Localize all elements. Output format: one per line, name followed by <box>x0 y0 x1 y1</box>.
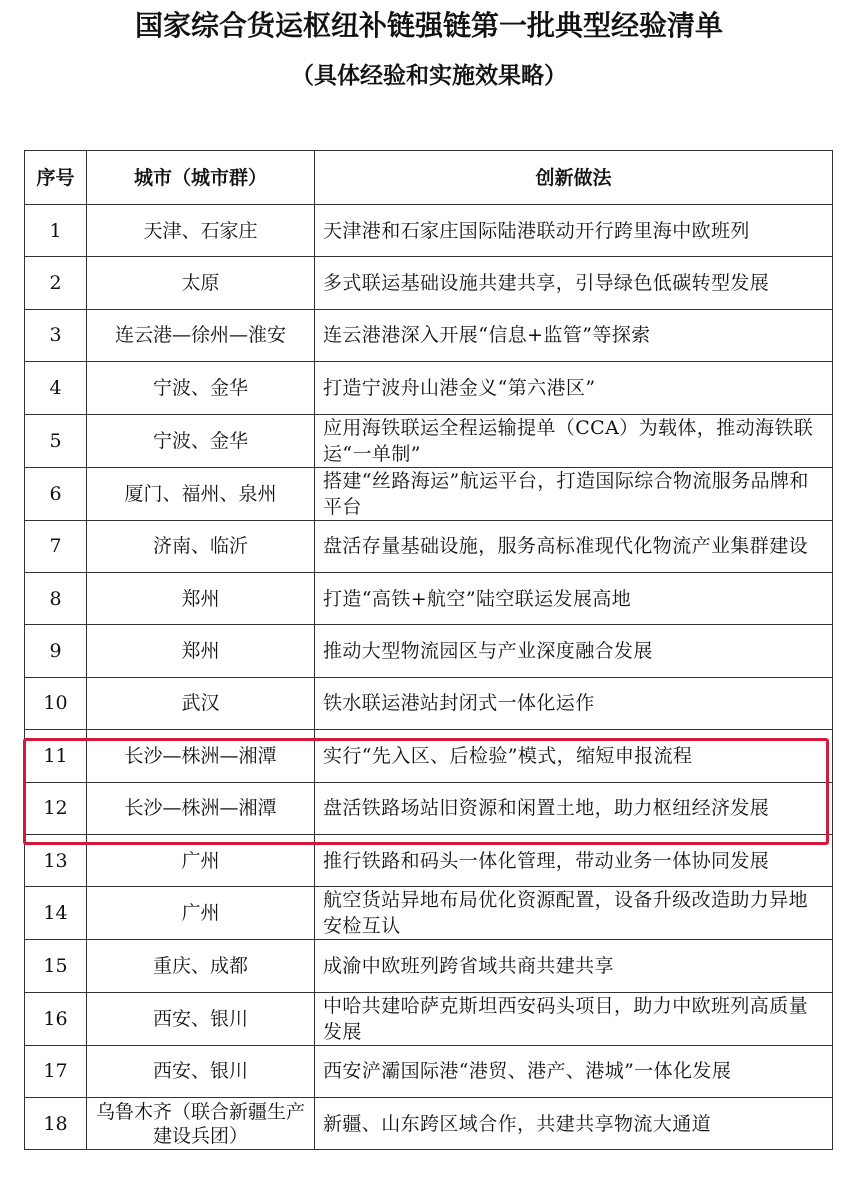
table-row <box>25 677 833 729</box>
table-row <box>25 572 833 624</box>
page-subtitle: （具体经验和实施效果略） <box>291 63 567 89</box>
row-city: 宁波、金华 <box>87 414 315 467</box>
table-row <box>25 625 833 677</box>
row-method: 中哈共建哈萨克斯坦西安码头项目，助力中欧班列高质量发展 <box>315 992 833 1045</box>
row-method: 打造“高铁+航空”陆空联运发展高地 <box>315 572 833 624</box>
row-city: 天津、石家庄 <box>87 205 315 257</box>
row-city: 西安、银川 <box>87 992 315 1045</box>
table-row <box>25 257 833 309</box>
table-header-row <box>25 151 833 205</box>
row-city: 郑州 <box>87 572 315 624</box>
table-row-highlighted <box>25 730 833 782</box>
row-method: 盘活铁路场站旧资源和闲置土地，助力枢纽经济发展 <box>315 782 833 834</box>
table-row <box>25 520 833 572</box>
table-row <box>25 309 833 361</box>
row-no: 4 <box>25 362 87 414</box>
table-row <box>25 992 833 1045</box>
row-no: 2 <box>25 257 87 309</box>
row-city: 宁波、金华 <box>87 362 315 414</box>
row-no: 11 <box>25 730 87 782</box>
header-no: 序号 <box>25 151 87 205</box>
table-row <box>25 834 833 886</box>
row-method: 应用海铁联运全程运输提单（CCA）为载体，推动海铁联运“一单制” <box>315 414 833 467</box>
table-row <box>25 1098 833 1150</box>
table-row <box>25 414 833 467</box>
row-no: 6 <box>25 467 87 520</box>
row-method: 新疆、山东跨区域合作，共建共享物流大通道 <box>315 1098 833 1150</box>
header-city: 城市（城市群） <box>87 151 315 205</box>
row-no: 15 <box>25 940 87 992</box>
row-city: 乌鲁木齐（联合新疆生产建设兵团） <box>87 1098 315 1150</box>
row-city: 连云港—徐州—淮安 <box>87 309 315 361</box>
row-no: 17 <box>25 1045 87 1097</box>
table-row <box>25 940 833 992</box>
row-method: 西安浐灞国际港“港贸、港产、港城”一体化发展 <box>315 1045 833 1097</box>
row-city: 长沙—株洲—湘潭 <box>87 782 315 834</box>
row-no: 5 <box>25 414 87 467</box>
row-city: 广州 <box>87 887 315 940</box>
row-method: 搭建“丝路海运”航运平台，打造国际综合物流服务品牌和平台 <box>315 467 833 520</box>
row-method: 铁水联运港站封闭式一体化运作 <box>315 677 833 729</box>
row-method: 推动大型物流园区与产业深度融合发展 <box>315 625 833 677</box>
row-no: 12 <box>25 782 87 834</box>
row-city: 重庆、成都 <box>87 940 315 992</box>
row-city: 长沙—株洲—湘潭 <box>87 730 315 782</box>
row-method: 成渝中欧班列跨省域共商共建共享 <box>315 940 833 992</box>
row-method: 盘活存量基础设施，服务高标准现代化物流产业集群建设 <box>315 520 833 572</box>
experience-table <box>24 150 833 1150</box>
page-title: 国家综合货运枢纽补链强链第一批典型经验清单 <box>134 9 723 42</box>
table-row <box>25 887 833 940</box>
row-no: 8 <box>25 572 87 624</box>
row-no: 7 <box>25 520 87 572</box>
table-row-highlighted <box>25 782 833 834</box>
row-no: 13 <box>25 834 87 886</box>
row-method: 航空货站异地布局优化资源配置，设备升级改造助力异地安检互认 <box>315 887 833 940</box>
row-no: 14 <box>25 887 87 940</box>
row-no: 9 <box>25 625 87 677</box>
row-city: 西安、银川 <box>87 1045 315 1097</box>
header-method: 创新做法 <box>315 151 833 205</box>
row-no: 1 <box>25 205 87 257</box>
table-row <box>25 205 833 257</box>
row-city: 武汉 <box>87 677 315 729</box>
row-method: 连云港港深入开展“信息+监管”等探索 <box>315 309 833 361</box>
table-row <box>25 362 833 414</box>
row-no: 3 <box>25 309 87 361</box>
row-method: 实行“先入区、后检验”模式，缩短申报流程 <box>315 730 833 782</box>
row-method: 打造宁波舟山港金义“第六港区” <box>315 362 833 414</box>
row-no: 18 <box>25 1098 87 1150</box>
row-city: 济南、临沂 <box>87 520 315 572</box>
row-city: 厦门、福州、泉州 <box>87 467 315 520</box>
table-row <box>25 1045 833 1097</box>
table-row <box>25 467 833 520</box>
row-method: 多式联运基础设施共建共享，引导绿色低碳转型发展 <box>315 257 833 309</box>
row-city: 太原 <box>87 257 315 309</box>
row-city: 广州 <box>87 834 315 886</box>
row-no: 10 <box>25 677 87 729</box>
row-method: 天津港和石家庄国际陆港联动开行跨里海中欧班列 <box>315 205 833 257</box>
row-no: 16 <box>25 992 87 1045</box>
row-city: 郑州 <box>87 625 315 677</box>
row-method: 推行铁路和码头一体化管理，带动业务一体协同发展 <box>315 834 833 886</box>
